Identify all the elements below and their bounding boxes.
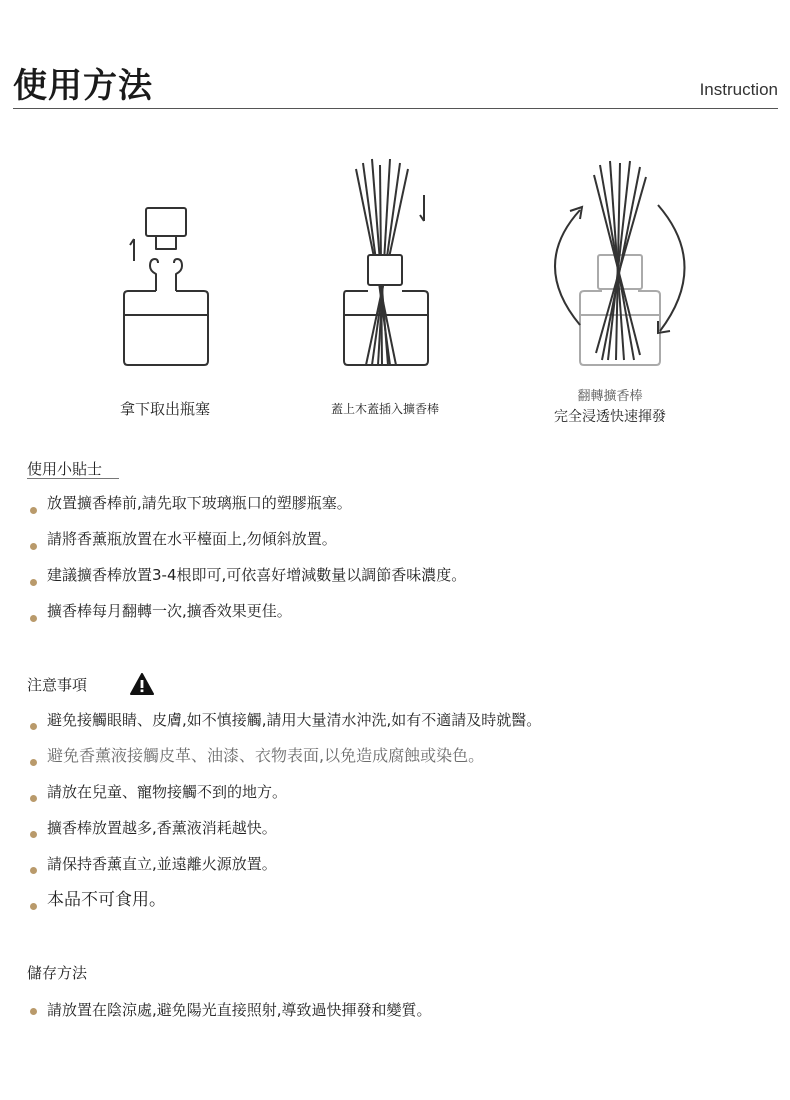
step3-caption-line2: 完全浸透快速揮發 [554,409,666,425]
caution-item: 請保持香薰直立,並遠離火源放置。 [30,852,770,888]
storage-list [30,998,770,1024]
tips-heading-underline [27,478,119,479]
caution-item: 本品不可食用。 [30,888,770,924]
title-divider [13,108,778,109]
step2-caption: 蓋上木蓋插入擴香棒 [330,402,439,416]
page-title: 使用方法 [13,66,153,106]
storage-item: 請放置在陰涼處,避免陽光直接照射,導致過快揮發和變質。 [30,998,770,1024]
caution-item: 請放在兒童、寵物接觸不到的地方。 [30,780,770,816]
tip-item: 放置擴香棒前,請先取下玻璃瓶口的塑膠瓶塞。 [30,492,770,528]
tip-item: 建議擴香棒放置3-4根即可,可依喜好增減數量以調節香味濃度。 [30,564,770,600]
tips-list [30,492,770,636]
storage-heading: 儲存方法 [27,964,88,982]
step1-remove-stopper-illustration [110,155,220,375]
tip-item: 擴香棒每月翻轉一次,擴香效果更佳。 [30,600,770,636]
step3-flip-reeds-illustration [540,155,700,375]
cautions-list [30,708,770,924]
caution-item: 避免接觸眼睛、皮膚,如不慎接觸,請用大量清水沖洗,如有不適請及時就醫。 [30,708,770,744]
tip-item: 請將香薰瓶放置在水平檯面上,勿傾斜放置。 [30,528,770,564]
warning-icon [130,673,154,695]
step2-insert-reeds-illustration [330,155,450,375]
tips-heading: 使用小貼士 [27,460,103,478]
caution-item: 避免香薰液接觸皮革、油漆、衣物表面,以免造成腐蝕或染色。 [30,744,770,780]
step3-caption-line1: 翻轉擴香棒 [577,389,643,404]
step3-caption [535,387,685,427]
page-subtitle: Instruction [699,80,778,99]
caution-item: 擴香棒放置越多,香薰液消耗越快。 [30,816,770,852]
step1-caption: 拿下取出瓶塞 [119,400,210,418]
cautions-heading: 注意事項 [27,676,88,694]
